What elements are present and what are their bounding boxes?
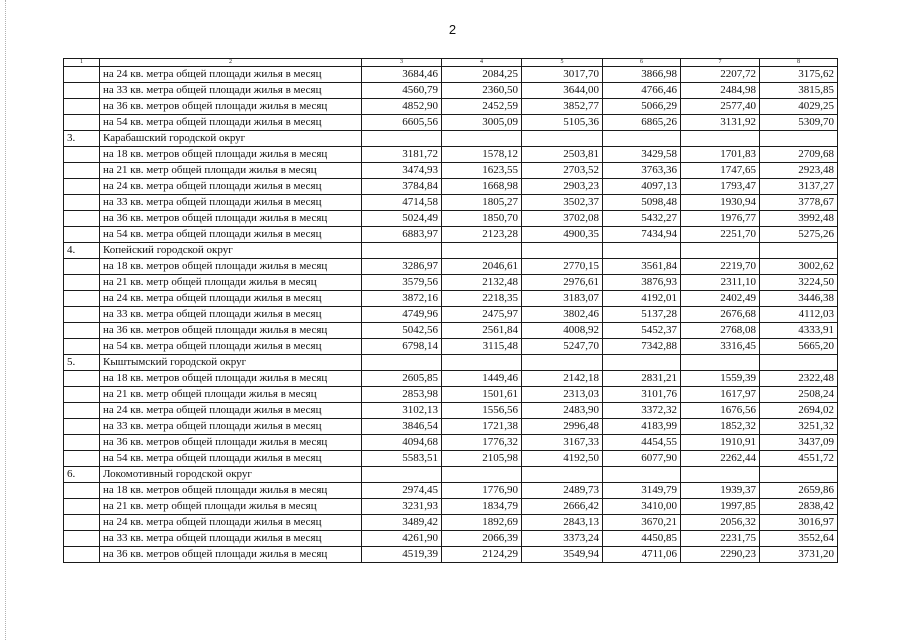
table-row (64, 227, 838, 243)
table-row (64, 435, 838, 451)
row-label: на 24 кв. метра общей площади жилья в месяц (100, 67, 362, 83)
section-row (64, 355, 838, 371)
value-cell: 1930,94 (681, 195, 760, 211)
value-cell: 1617,97 (681, 387, 760, 403)
row-label: на 36 кв. метров общей площади жилья в месяц (100, 547, 362, 563)
value-cell: 3684,46 (362, 67, 442, 83)
value-cell: 2207,72 (681, 67, 760, 83)
value-cell: 3474,93 (362, 163, 442, 179)
row-label: на 21 кв. метр общей площади жилья в месяц (100, 387, 362, 403)
value-cell: 5452,37 (603, 323, 681, 339)
value-cell: 3410,00 (603, 499, 681, 515)
section-title: Копейский городской округ (100, 243, 362, 259)
empty-cell (362, 355, 442, 371)
value-cell: 2046,61 (442, 259, 522, 275)
value-cell: 6883,97 (362, 227, 442, 243)
section-row (64, 243, 838, 259)
table-row (64, 403, 838, 419)
value-cell: 1668,98 (442, 179, 522, 195)
value-cell: 3561,84 (603, 259, 681, 275)
empty-cell (64, 307, 100, 323)
value-cell: 3224,50 (760, 275, 838, 291)
empty-cell (64, 499, 100, 515)
value-cell: 3670,21 (603, 515, 681, 531)
empty-cell (603, 467, 681, 483)
value-cell: 2402,49 (681, 291, 760, 307)
value-cell: 1805,27 (442, 195, 522, 211)
section-index: 3. (64, 131, 100, 147)
empty-cell (64, 291, 100, 307)
value-cell: 3852,77 (522, 99, 603, 115)
table-row (64, 371, 838, 387)
column-number: 3 (362, 59, 442, 67)
value-cell: 3784,84 (362, 179, 442, 195)
empty-cell (760, 355, 838, 371)
value-cell: 3644,00 (522, 83, 603, 99)
empty-cell (603, 355, 681, 371)
value-cell: 3316,45 (681, 339, 760, 355)
value-cell: 2483,90 (522, 403, 603, 419)
value-cell: 5137,28 (603, 307, 681, 323)
section-title: Карабашский городской округ (100, 131, 362, 147)
value-cell: 4183,99 (603, 419, 681, 435)
empty-cell (64, 227, 100, 243)
table-row (64, 499, 838, 515)
empty-cell (603, 131, 681, 147)
value-cell: 3286,97 (362, 259, 442, 275)
table-body (64, 59, 838, 563)
section-title: Кыштымский городской округ (100, 355, 362, 371)
row-label: на 33 кв. метра общей площади жилья в месяц (100, 195, 362, 211)
value-cell: 3579,56 (362, 275, 442, 291)
value-cell: 5275,26 (760, 227, 838, 243)
value-cell: 2313,03 (522, 387, 603, 403)
column-number: 5 (522, 59, 603, 67)
value-cell: 1556,56 (442, 403, 522, 419)
value-cell: 2484,98 (681, 83, 760, 99)
value-cell: 3005,09 (442, 115, 522, 131)
empty-cell (362, 131, 442, 147)
row-label: на 21 кв. метр общей площади жилья в месяц (100, 163, 362, 179)
value-cell: 4714,58 (362, 195, 442, 211)
table-row (64, 67, 838, 83)
empty-cell (64, 419, 100, 435)
section-row (64, 467, 838, 483)
value-cell: 5098,48 (603, 195, 681, 211)
value-cell: 4560,79 (362, 83, 442, 99)
column-number: 8 (760, 59, 838, 67)
value-cell: 2996,48 (522, 419, 603, 435)
empty-cell (64, 547, 100, 563)
value-cell: 6798,14 (362, 339, 442, 355)
value-cell: 3437,09 (760, 435, 838, 451)
value-cell: 4711,06 (603, 547, 681, 563)
value-cell: 3115,48 (442, 339, 522, 355)
empty-cell (64, 179, 100, 195)
row-label: на 36 кв. метров общей площади жилья в месяц (100, 211, 362, 227)
value-cell: 3102,13 (362, 403, 442, 419)
value-cell: 1721,38 (442, 419, 522, 435)
value-cell: 1976,77 (681, 211, 760, 227)
empty-cell (64, 387, 100, 403)
row-label: на 54 кв. метра общей площади жилья в месяц (100, 115, 362, 131)
table-row (64, 419, 838, 435)
value-cell: 4261,90 (362, 531, 442, 547)
value-cell: 4519,39 (362, 547, 442, 563)
row-label: на 18 кв. метров общей площади жилья в месяц (100, 483, 362, 499)
value-cell: 1747,65 (681, 163, 760, 179)
value-cell: 1623,55 (442, 163, 522, 179)
value-cell: 2066,39 (442, 531, 522, 547)
value-cell: 3446,38 (760, 291, 838, 307)
section-index: 6. (64, 467, 100, 483)
column-number: 1 (64, 59, 100, 67)
value-cell: 5066,29 (603, 99, 681, 115)
value-cell: 2709,68 (760, 147, 838, 163)
empty-cell (522, 131, 603, 147)
value-cell: 3101,76 (603, 387, 681, 403)
value-cell: 3372,32 (603, 403, 681, 419)
value-cell: 1559,39 (681, 371, 760, 387)
value-cell: 2124,29 (442, 547, 522, 563)
value-cell: 2219,70 (681, 259, 760, 275)
value-cell: 3016,97 (760, 515, 838, 531)
empty-cell (442, 243, 522, 259)
value-cell: 4749,96 (362, 307, 442, 323)
value-cell: 2084,25 (442, 67, 522, 83)
empty-cell (64, 339, 100, 355)
value-cell: 2311,10 (681, 275, 760, 291)
value-cell: 1852,32 (681, 419, 760, 435)
value-cell: 2694,02 (760, 403, 838, 419)
value-cell: 5665,20 (760, 339, 838, 355)
table-row (64, 211, 838, 227)
value-cell: 6077,90 (603, 451, 681, 467)
value-cell: 4450,85 (603, 531, 681, 547)
empty-cell (64, 83, 100, 99)
value-cell: 4454,55 (603, 435, 681, 451)
value-cell: 4008,92 (522, 323, 603, 339)
row-label: на 18 кв. метров общей площади жилья в месяц (100, 147, 362, 163)
value-cell: 4852,90 (362, 99, 442, 115)
value-cell: 3175,62 (760, 67, 838, 83)
value-cell: 1997,85 (681, 499, 760, 515)
empty-cell (442, 131, 522, 147)
value-cell: 3702,08 (522, 211, 603, 227)
value-cell: 2659,86 (760, 483, 838, 499)
empty-cell (681, 467, 760, 483)
empty-cell (442, 467, 522, 483)
empty-cell (362, 243, 442, 259)
empty-cell (362, 467, 442, 483)
value-cell: 2770,15 (522, 259, 603, 275)
value-cell: 4900,35 (522, 227, 603, 243)
value-cell: 2605,85 (362, 371, 442, 387)
row-label: на 24 кв. метра общей площади жилья в месяц (100, 403, 362, 419)
row-label: на 54 кв. метра общей площади жилья в месяц (100, 339, 362, 355)
empty-cell (64, 403, 100, 419)
value-cell: 3866,98 (603, 67, 681, 83)
value-cell: 2251,70 (681, 227, 760, 243)
value-cell: 2577,40 (681, 99, 760, 115)
value-cell: 2132,48 (442, 275, 522, 291)
value-cell: 4097,13 (603, 179, 681, 195)
row-label: на 54 кв. метра общей площади жилья в месяц (100, 451, 362, 467)
value-cell: 2903,23 (522, 179, 603, 195)
value-cell: 2974,45 (362, 483, 442, 499)
value-cell: 4333,91 (760, 323, 838, 339)
column-number-row (64, 59, 838, 67)
value-cell: 2976,61 (522, 275, 603, 291)
value-cell: 3181,72 (362, 147, 442, 163)
value-cell: 1850,70 (442, 211, 522, 227)
row-label: на 33 кв. метра общей площади жилья в месяц (100, 83, 362, 99)
row-label: на 33 кв. метра общей площади жилья в месяц (100, 307, 362, 323)
value-cell: 5309,70 (760, 115, 838, 131)
tariff-table (63, 58, 838, 563)
table-row (64, 115, 838, 131)
table-row (64, 323, 838, 339)
empty-cell (64, 451, 100, 467)
table-row (64, 259, 838, 275)
table-row (64, 339, 838, 355)
empty-cell (64, 531, 100, 547)
value-cell: 2475,97 (442, 307, 522, 323)
row-label: на 36 кв. метров общей площади жилья в месяц (100, 435, 362, 451)
value-cell: 3017,70 (522, 67, 603, 83)
value-cell: 1701,83 (681, 147, 760, 163)
value-cell: 2322,48 (760, 371, 838, 387)
empty-cell (64, 323, 100, 339)
value-cell: 3167,33 (522, 435, 603, 451)
row-label: на 24 кв. метра общей площади жилья в месяц (100, 291, 362, 307)
value-cell: 4112,03 (760, 307, 838, 323)
table-row (64, 195, 838, 211)
value-cell: 1910,91 (681, 435, 760, 451)
value-cell: 5024,49 (362, 211, 442, 227)
table-row (64, 547, 838, 563)
value-cell: 3373,24 (522, 531, 603, 547)
value-cell: 2703,52 (522, 163, 603, 179)
value-cell: 2290,23 (681, 547, 760, 563)
empty-cell (64, 515, 100, 531)
table-row (64, 387, 838, 403)
value-cell: 4766,46 (603, 83, 681, 99)
value-cell: 2676,68 (681, 307, 760, 323)
column-number: 4 (442, 59, 522, 67)
value-cell: 5583,51 (362, 451, 442, 467)
section-row (64, 131, 838, 147)
value-cell: 3183,07 (522, 291, 603, 307)
empty-cell (760, 131, 838, 147)
empty-cell (64, 163, 100, 179)
row-label: на 18 кв. метров общей площади жилья в месяц (100, 259, 362, 275)
value-cell: 3992,48 (760, 211, 838, 227)
value-cell: 1939,37 (681, 483, 760, 499)
table-row (64, 83, 838, 99)
page-number: 2 (448, 22, 457, 37)
value-cell: 2105,98 (442, 451, 522, 467)
empty-cell (64, 99, 100, 115)
value-cell: 6865,26 (603, 115, 681, 131)
table-row (64, 291, 838, 307)
row-label: на 36 кв. метров общей площади жилья в месяц (100, 99, 362, 115)
table-row (64, 515, 838, 531)
empty-cell (522, 467, 603, 483)
value-cell: 7342,88 (603, 339, 681, 355)
empty-cell (64, 371, 100, 387)
value-cell: 3872,16 (362, 291, 442, 307)
empty-cell (64, 67, 100, 83)
empty-cell (681, 131, 760, 147)
value-cell: 4192,01 (603, 291, 681, 307)
row-label: на 36 кв. метров общей площади жилья в месяц (100, 323, 362, 339)
table-row (64, 531, 838, 547)
row-label: на 33 кв. метра общей площади жилья в месяц (100, 531, 362, 547)
empty-cell (522, 355, 603, 371)
row-label: на 21 кв. метр общей площади жилья в месяц (100, 499, 362, 515)
value-cell: 3552,64 (760, 531, 838, 547)
row-label: на 24 кв. метра общей площади жилья в месяц (100, 179, 362, 195)
value-cell: 2489,73 (522, 483, 603, 499)
empty-cell (522, 243, 603, 259)
table-row (64, 147, 838, 163)
value-cell: 2123,28 (442, 227, 522, 243)
value-cell: 2360,50 (442, 83, 522, 99)
empty-cell (64, 275, 100, 291)
value-cell: 4192,50 (522, 451, 603, 467)
table-row (64, 483, 838, 499)
empty-cell (760, 467, 838, 483)
empty-cell (64, 435, 100, 451)
value-cell: 2923,48 (760, 163, 838, 179)
value-cell: 3231,93 (362, 499, 442, 515)
value-cell: 3778,67 (760, 195, 838, 211)
value-cell: 1578,12 (442, 147, 522, 163)
value-cell: 2231,75 (681, 531, 760, 547)
value-cell: 1776,32 (442, 435, 522, 451)
column-number: 7 (681, 59, 760, 67)
value-cell: 5247,70 (522, 339, 603, 355)
value-cell: 3131,92 (681, 115, 760, 131)
value-cell: 2561,84 (442, 323, 522, 339)
empty-cell (681, 355, 760, 371)
value-cell: 2452,59 (442, 99, 522, 115)
row-label: на 33 кв. метра общей площади жилья в месяц (100, 419, 362, 435)
value-cell: 5432,27 (603, 211, 681, 227)
value-cell: 3137,27 (760, 179, 838, 195)
value-cell: 3002,62 (760, 259, 838, 275)
value-cell: 3731,20 (760, 547, 838, 563)
column-number: 6 (603, 59, 681, 67)
value-cell: 1793,47 (681, 179, 760, 195)
value-cell: 3763,36 (603, 163, 681, 179)
value-cell: 3251,32 (760, 419, 838, 435)
left-margin-rule (5, 0, 6, 640)
value-cell: 5105,36 (522, 115, 603, 131)
value-cell: 1892,69 (442, 515, 522, 531)
table-row (64, 275, 838, 291)
empty-cell (64, 147, 100, 163)
value-cell: 3489,42 (362, 515, 442, 531)
value-cell: 2843,13 (522, 515, 603, 531)
row-label: на 21 кв. метр общей площади жилья в месяц (100, 275, 362, 291)
value-cell: 1776,90 (442, 483, 522, 499)
table-row (64, 179, 838, 195)
value-cell: 3429,58 (603, 147, 681, 163)
table-row (64, 451, 838, 467)
value-cell: 3502,37 (522, 195, 603, 211)
table-row (64, 307, 838, 323)
section-title: Локомотивный городской округ (100, 467, 362, 483)
row-label: на 18 кв. метров общей площади жилья в месяц (100, 371, 362, 387)
value-cell: 2142,18 (522, 371, 603, 387)
value-cell: 1449,46 (442, 371, 522, 387)
value-cell: 3549,94 (522, 547, 603, 563)
empty-cell (442, 355, 522, 371)
column-number: 2 (100, 59, 362, 67)
value-cell: 4551,72 (760, 451, 838, 467)
value-cell: 3876,93 (603, 275, 681, 291)
value-cell: 2666,42 (522, 499, 603, 515)
value-cell: 5042,56 (362, 323, 442, 339)
empty-cell (64, 195, 100, 211)
empty-cell (681, 243, 760, 259)
empty-cell (64, 259, 100, 275)
section-index: 5. (64, 355, 100, 371)
value-cell: 2831,21 (603, 371, 681, 387)
value-cell: 1676,56 (681, 403, 760, 419)
value-cell: 2218,35 (442, 291, 522, 307)
table-row (64, 163, 838, 179)
value-cell: 7434,94 (603, 227, 681, 243)
value-cell: 4029,25 (760, 99, 838, 115)
row-label: на 54 кв. метра общей площади жилья в месяц (100, 227, 362, 243)
value-cell: 2056,32 (681, 515, 760, 531)
empty-cell (64, 483, 100, 499)
value-cell: 1501,61 (442, 387, 522, 403)
value-cell: 3802,46 (522, 307, 603, 323)
empty-cell (760, 243, 838, 259)
value-cell: 2768,08 (681, 323, 760, 339)
value-cell: 2262,44 (681, 451, 760, 467)
value-cell: 4094,68 (362, 435, 442, 451)
value-cell: 2853,98 (362, 387, 442, 403)
value-cell: 1834,79 (442, 499, 522, 515)
row-label: на 24 кв. метра общей площади жилья в месяц (100, 515, 362, 531)
value-cell: 6605,56 (362, 115, 442, 131)
value-cell: 2503,81 (522, 147, 603, 163)
value-cell: 3815,85 (760, 83, 838, 99)
section-index: 4. (64, 243, 100, 259)
value-cell: 3846,54 (362, 419, 442, 435)
empty-cell (64, 211, 100, 227)
value-cell: 2838,42 (760, 499, 838, 515)
empty-cell (64, 115, 100, 131)
empty-cell (603, 243, 681, 259)
table-row (64, 99, 838, 115)
value-cell: 3149,79 (603, 483, 681, 499)
value-cell: 2508,24 (760, 387, 838, 403)
